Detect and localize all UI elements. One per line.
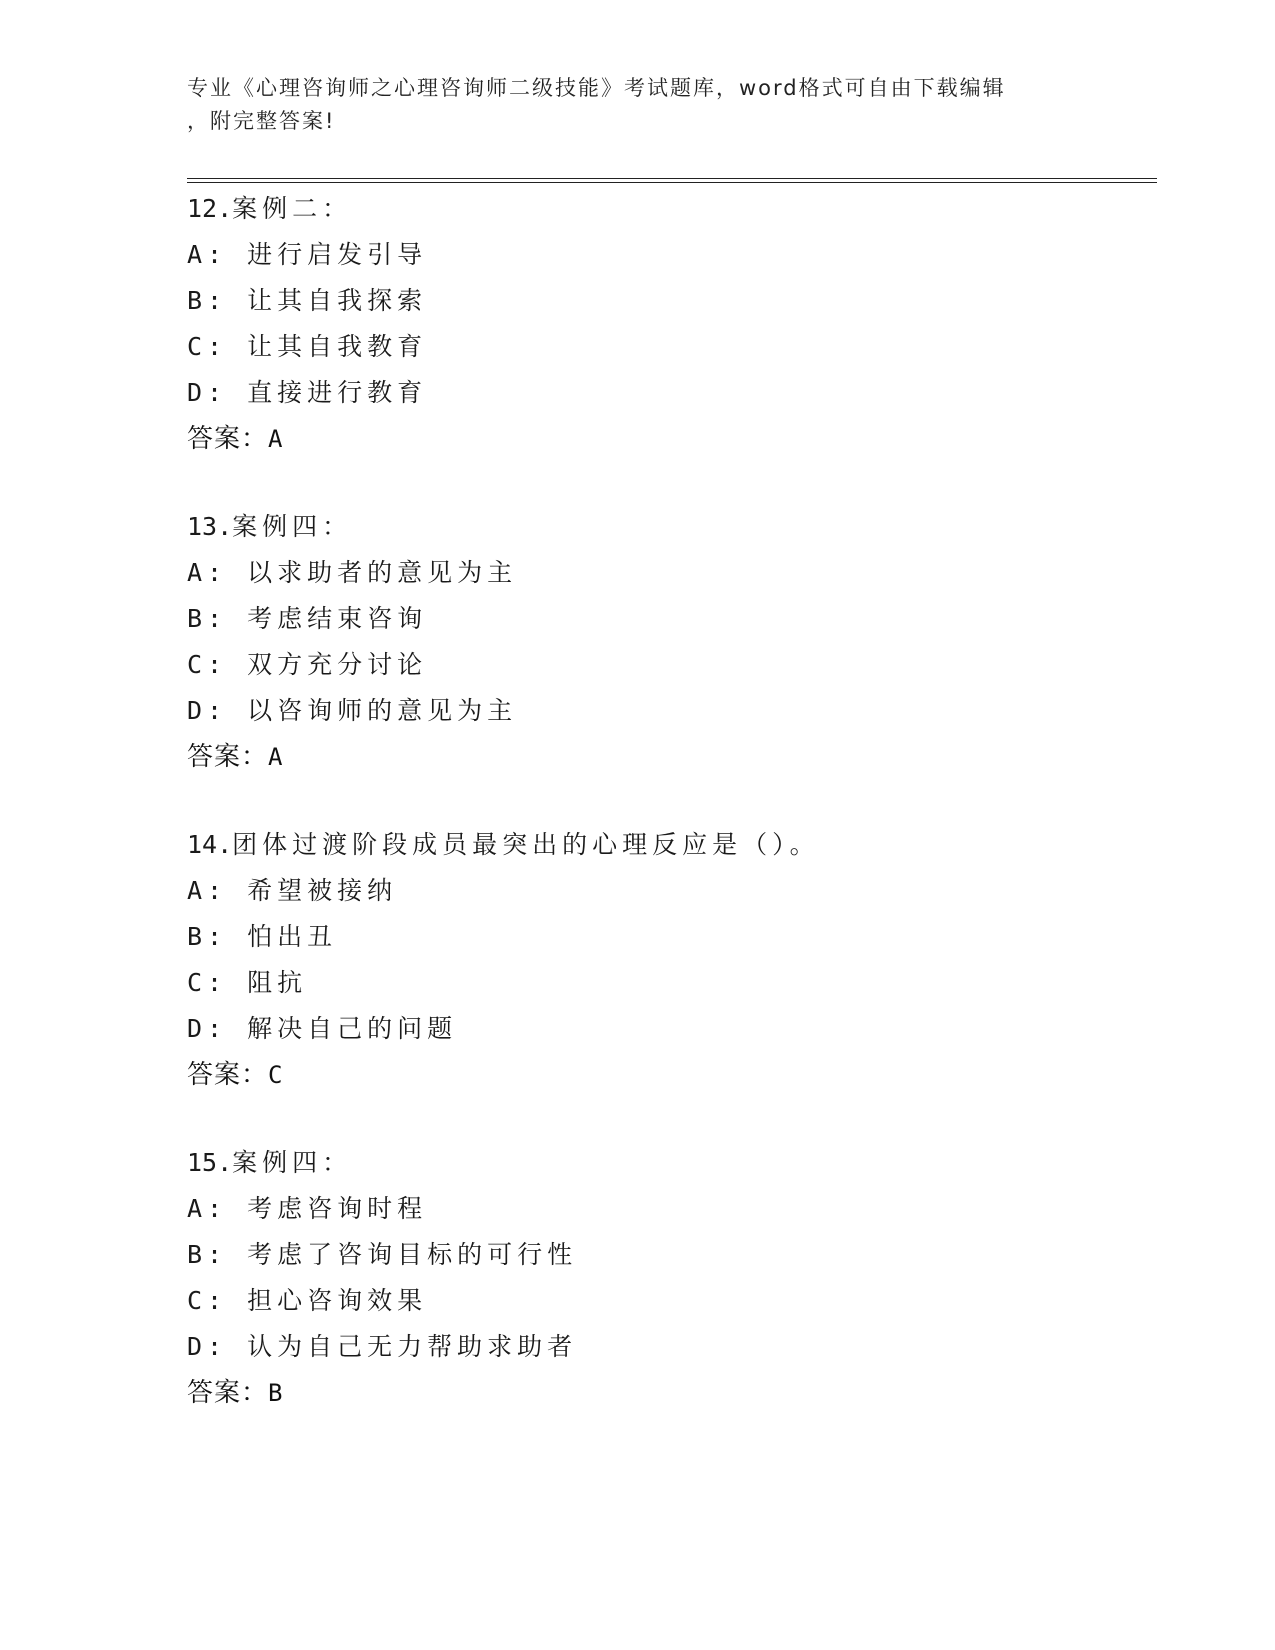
option-d	[187, 1324, 1147, 1370]
option-key: C:	[187, 650, 228, 679]
option-key: D:	[187, 1014, 228, 1043]
question-text: 团体过渡阶段成员最突出的心理反应是（）。	[232, 830, 820, 859]
answer-value: B	[268, 1379, 283, 1407]
question-stem	[187, 822, 1147, 868]
question-number: 14.	[187, 830, 233, 859]
answer	[187, 416, 1147, 462]
question-12	[187, 186, 1147, 462]
question-13	[187, 504, 1147, 780]
option-text: 阻抗	[247, 968, 308, 997]
option-text: 解决自己的问题	[247, 1014, 458, 1043]
option-b	[187, 596, 1147, 642]
question-14	[187, 822, 1147, 1098]
option-d	[187, 1006, 1147, 1052]
question-stem	[187, 186, 1147, 232]
option-a	[187, 232, 1147, 278]
answer-label: 答案：	[187, 1060, 269, 1090]
question-text: 案例四：	[232, 512, 353, 541]
answer	[187, 1052, 1147, 1098]
option-key: C:	[187, 968, 228, 997]
header-divider-top	[187, 178, 1157, 179]
option-text: 进行启发引导	[247, 240, 428, 269]
option-a	[187, 868, 1147, 914]
answer-label: 答案：	[187, 424, 269, 454]
header-divider-bottom	[187, 182, 1157, 183]
option-text: 希望被接纳	[247, 876, 398, 905]
option-text: 考虑结束咨询	[247, 604, 428, 633]
option-text: 以求助者的意见为主	[247, 558, 518, 587]
option-c	[187, 324, 1147, 370]
option-key: A:	[187, 1194, 228, 1223]
option-key: A:	[187, 558, 228, 587]
question-stem	[187, 1140, 1147, 1186]
option-text: 考虑了咨询目标的可行性	[247, 1240, 578, 1269]
option-key: C:	[187, 332, 228, 361]
option-d	[187, 370, 1147, 416]
question-number: 15.	[187, 1148, 233, 1177]
answer	[187, 734, 1147, 780]
answer-value: A	[268, 425, 283, 453]
option-text: 怕出丑	[247, 922, 338, 951]
header-line-2: ，附完整答案!	[187, 109, 336, 133]
option-b	[187, 278, 1147, 324]
header-line-1: 专业《心理咨询师之心理咨询师二级技能》考试题库，word格式可自由下载编辑	[187, 76, 1006, 100]
option-c	[187, 642, 1147, 688]
option-text: 担心咨询效果	[247, 1286, 428, 1315]
question-number: 12.	[187, 194, 233, 223]
option-text: 认为自己无力帮助求助者	[247, 1332, 578, 1361]
option-text: 考虑咨询时程	[247, 1194, 428, 1223]
option-text: 双方充分讨论	[247, 650, 428, 679]
option-b	[187, 1232, 1147, 1278]
answer-label: 答案：	[187, 1378, 269, 1408]
option-key: B:	[187, 604, 228, 633]
answer-value: A	[268, 743, 283, 771]
option-key: D:	[187, 378, 228, 407]
answer-label: 答案：	[187, 742, 269, 772]
option-a	[187, 1186, 1147, 1232]
option-key: A:	[187, 876, 228, 905]
option-key: B:	[187, 286, 228, 315]
option-key: D:	[187, 696, 228, 725]
option-key: B:	[187, 1240, 228, 1269]
question-15	[187, 1140, 1147, 1416]
question-text: 案例二：	[232, 194, 353, 223]
option-text: 以咨询师的意见为主	[247, 696, 518, 725]
option-d	[187, 688, 1147, 734]
option-key: D:	[187, 1332, 228, 1361]
option-text: 让其自我探索	[247, 286, 428, 315]
question-text: 案例四：	[232, 1148, 353, 1177]
option-c	[187, 960, 1147, 1006]
question-stem	[187, 504, 1147, 550]
option-c	[187, 1278, 1147, 1324]
answer-value: C	[268, 1061, 283, 1089]
option-a	[187, 550, 1147, 596]
document-header	[187, 72, 1067, 138]
option-key: C:	[187, 1286, 228, 1315]
option-text: 让其自我教育	[247, 332, 428, 361]
question-list	[187, 186, 1147, 1458]
option-key: B:	[187, 922, 228, 951]
answer	[187, 1370, 1147, 1416]
option-key: A:	[187, 240, 228, 269]
option-b	[187, 914, 1147, 960]
question-number: 13.	[187, 512, 233, 541]
option-text: 直接进行教育	[247, 378, 428, 407]
